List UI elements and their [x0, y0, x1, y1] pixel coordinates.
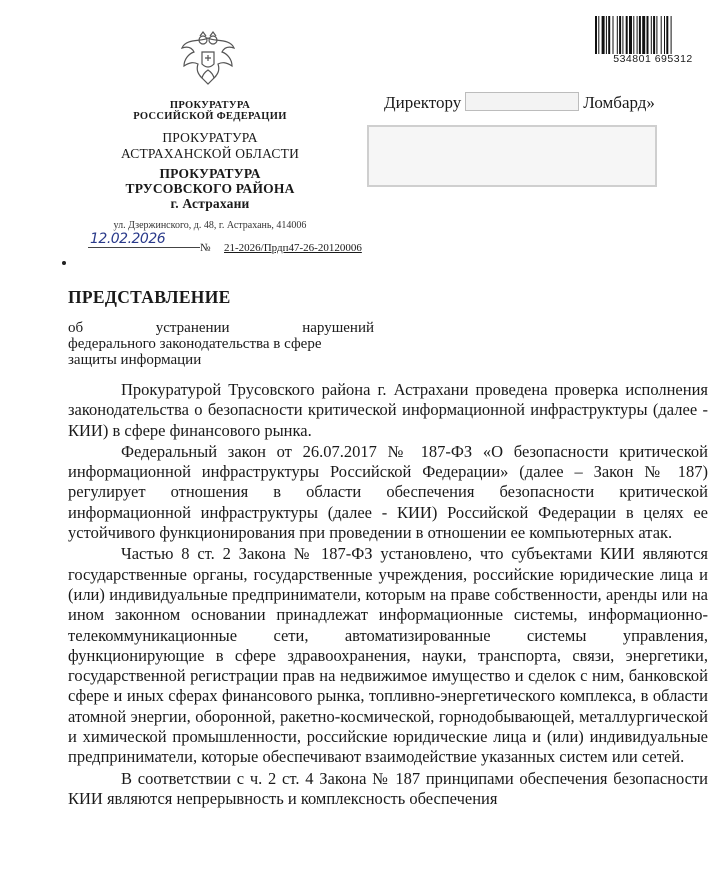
org-district: [98, 166, 322, 211]
registration-value: 21-2026/Прдп47-26-20120006: [224, 242, 362, 254]
date-underline: [88, 247, 200, 248]
handwritten-date: 12.02.2026: [90, 231, 166, 247]
recipient-suffix: Ломбард»: [583, 93, 655, 112]
address: ул. Дзержинского, д. 48, г. Астрахань, 414006: [113, 220, 307, 231]
district-line-1: ПРОКУРАТУРА: [159, 166, 261, 181]
org-region: [98, 130, 322, 162]
subject-word-2: устранении: [155, 320, 230, 336]
body-paragraph: В соответствии с ч. 2 ст. 4 Закона № 187 принципами обеспечения безопасности КИИ являются непрерывность и комплексность обеспечения: [68, 768, 708, 808]
registration-prefix: №: [200, 242, 211, 254]
document-body: [68, 380, 708, 809]
body-paragraph: Федеральный закон от 26.07.2017 № 187-ФЗ «О безопасности критической информационной инфраструктуры Российской Федерации» (далее – Закон № 187) регулирует отношения в области обеспечения безопасности критической информационной инфраструктуры (далее - КИИ) Российской Федерации в целях ее устойчивого функционирования при проведении в отношении ее компьютерных атак.: [68, 441, 708, 543]
org-prosecutor-general: [128, 100, 292, 122]
org-line-2: РОССИЙСКОЙ ФЕДЕРАЦИИ: [133, 111, 287, 122]
subject-word-1: об: [68, 320, 84, 336]
barcode-number: 534801 695312: [613, 53, 693, 65]
document-subject: [68, 320, 374, 368]
registration-number: [200, 242, 362, 254]
recipient-line: [384, 92, 655, 113]
subject-line-3: защиты информации: [68, 352, 202, 368]
subject-line-1: [68, 320, 374, 336]
body-paragraph: Частью 8 ст. 2 Закона № 187-ФЗ установлено, что субъектами КИИ являются государственные органы, государственные учреждения, российские юридические лица и (или) индивидуальные предприниматели, которым на праве собственности, аренды или на ином законном основании принадлежат информационные системы, информационно-телекоммуникационные сети, автоматизированные системы управления, функционирующие в сфере здравоохранения, науки, транспорта, связи, энергетики, государственной регистрации прав на недвижимое имущество и сделок с ним, банковской сфере и иных сферах финансового рынка, топливно-энергетического комплекса, в области атомной энергии, оборонной, ракетно-космической, горнодобывающей, металлургической и химической промышленности, российские юридические лица и (или) индивидуальные предприниматели, которые обеспечивают взаимодействие указанных систем или сетей.: [68, 544, 708, 767]
district-line-2: ТРУСОВСКОГО РАЙОНА: [125, 181, 295, 196]
body-paragraph: Прокуратурой Трусовского района г. Астрахани проведена проверка исполнения законодательства о безопасности критической информационной инфраструктуры (далее - КИИ) в сфере финансового рынка.: [68, 380, 708, 440]
redacted-address-box: [367, 125, 657, 187]
coat-of-arms-emblem: [178, 28, 238, 92]
redacted-name: [465, 92, 579, 111]
barcode-icon: [594, 16, 712, 54]
district-line-3: г. Астрахани: [170, 196, 250, 211]
region-line-2: АСТРАХАНСКОЙ ОБЛАСТИ: [120, 146, 300, 161]
org-line-1: ПРОКУРАТУРА: [169, 100, 251, 111]
region-line-1: ПРОКУРАТУРА: [162, 130, 258, 145]
margin-dot: [62, 261, 66, 265]
document-title: ПРЕДСТАВЛЕНИЕ: [68, 287, 231, 307]
recipient-prefix: Директору: [384, 93, 462, 112]
subject-word-3: нарушений: [302, 320, 374, 336]
subject-line-2: федерального законодательства в сфере: [68, 336, 322, 352]
